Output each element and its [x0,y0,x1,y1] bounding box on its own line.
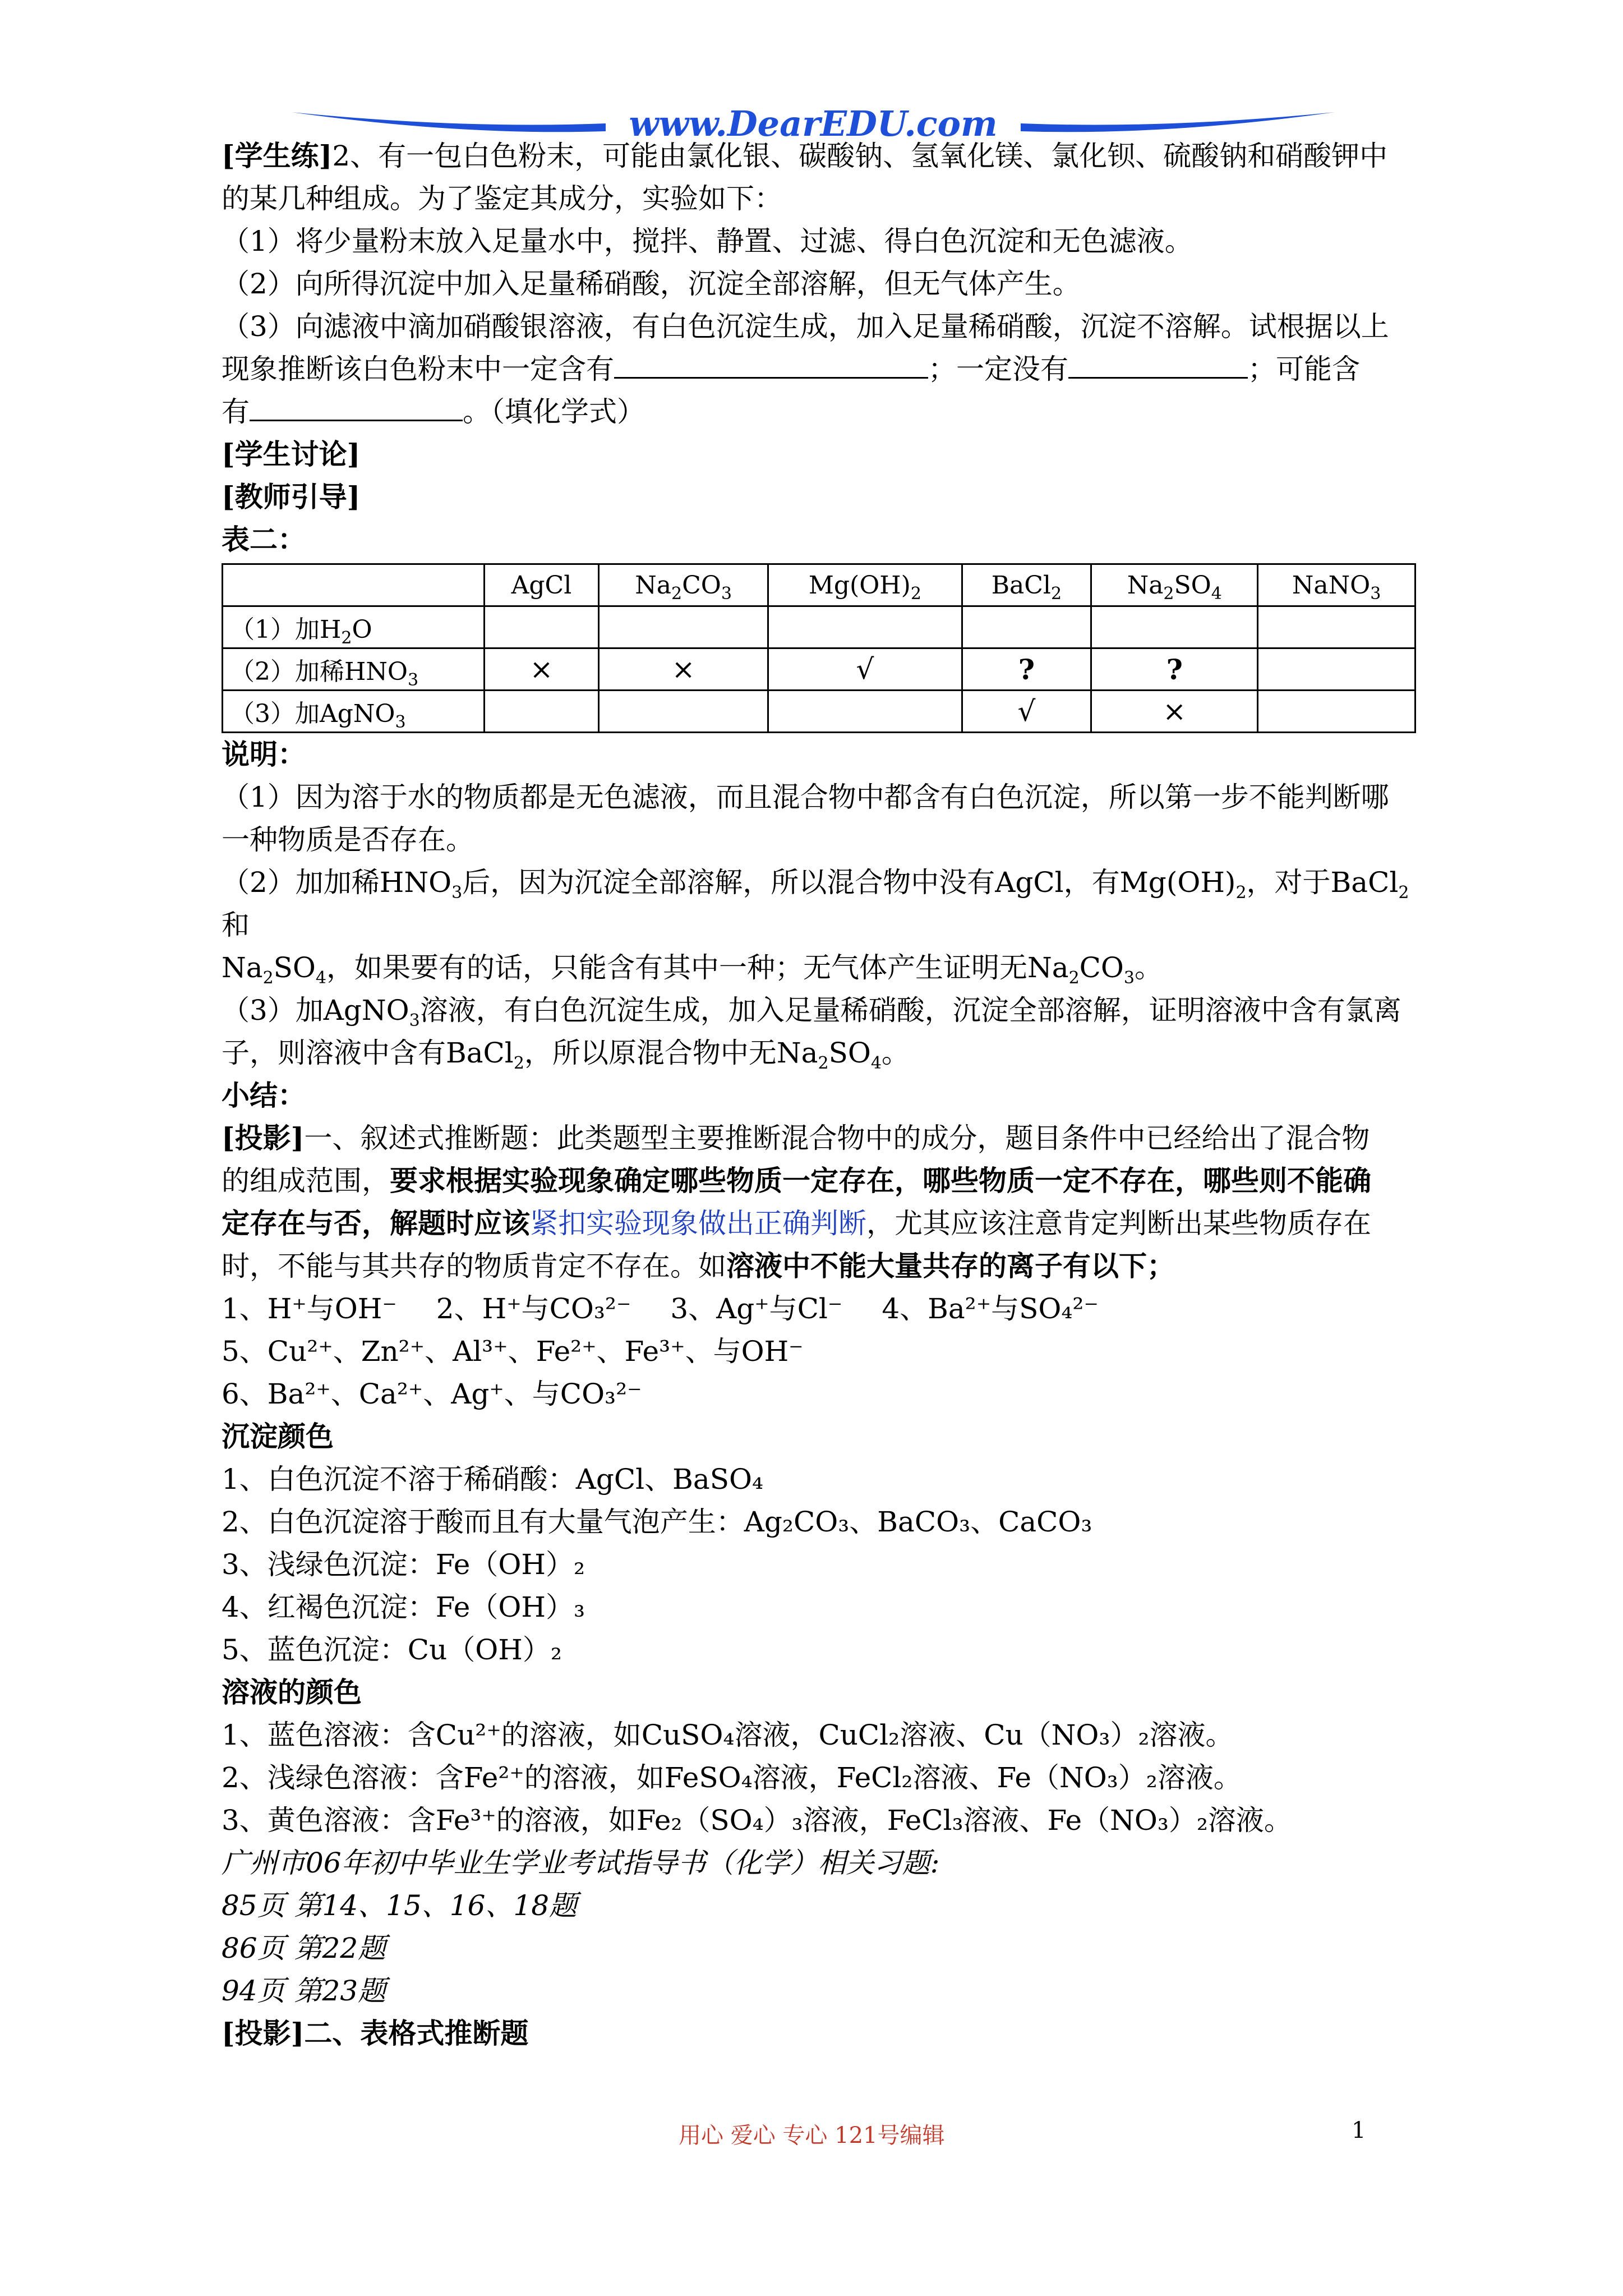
table-row [223,606,1415,648]
table-cell [598,691,768,733]
table-row [223,691,1415,733]
table-cell: × [598,648,768,691]
solution-item: 2、浅绿色溶液：含Fe²⁺的溶液，如FeSO₄溶液，FeCl₂溶液、Fe（NO₃）₂溶液。 [222,1761,1242,1794]
table-cell: √ [768,648,962,691]
table-cell [1258,648,1415,691]
exercise-step-3: （3）向滤液中滴加硝酸银溶液，有白色沉淀生成，加入足量稀硝酸，沉淀不溶解。试根据以上 [222,310,1389,343]
teacher-guide-heading: [教师引导] [222,480,361,513]
explanation-2-cont: $Na_2SO_4$，如果要有的话，只能含有其中一种；无气体产生证明无$Na_2CO_3$。 [222,951,1163,988]
table-inference-heading: [投影]二、表格式推断题 [222,2017,529,2050]
solution-color-heading: 溶液的颜色 [222,1676,362,1709]
summary-heading: 小结： [222,1079,306,1112]
table-row [223,648,1415,691]
precipitate-item: 4、红褐色沉淀：Fe（OH）₃ [222,1591,585,1623]
explanation-1: （1）因为溶于水的物质都是无色滤液，而且混合物中都含有白色沉淀，所以第一步不能判断哪 [222,781,1389,813]
page-number: 1 [1352,2118,1366,2143]
precipitate-item: 2、白色沉淀溶于酸而且有大量气泡产生：Ag₂CO₃、BaCO₃、CaCO₃ [222,1506,1092,1538]
table-cell [1091,606,1258,648]
table-cell: × [485,648,599,691]
ion-pairs-line-2: 5、Cu²⁺、Zn²⁺、Al³⁺、Fe²⁺、Fe³⁺、与OH⁻ [222,1335,804,1368]
inference-table [222,563,1416,733]
exercise-line-1: [学生练]2、有一包白色粉末，可能由氯化银、碳酸钠、氢氧化镁、氯化钡、硫酸钠和硝酸钾中 [222,139,1388,172]
reference-item: 85页 第14、15、16、18题 [222,1889,578,1922]
table-header-cell: $Na_2SO_4$ [1091,564,1258,606]
table-cell: × [1091,691,1258,733]
precipitate-item: 1、白色沉淀不溶于稀硝酸：AgCl、BaSO₄ [222,1463,764,1496]
answer-blank-may-contain[interactable] [250,392,463,421]
answer-blank-must-not-contain[interactable] [1068,349,1248,379]
table-cell [962,606,1091,648]
footer-text: 用心 爱心 专心 121号编辑 [679,2123,945,2148]
summary-line-2: 的组成范围，要求根据实验现象确定哪些物质一定存在，哪些物质一定不存在，哪些则不能确 [222,1164,1371,1197]
explanation-3-cont: 子，则溶液中含有BaCl$_2$，所以原混合物中无$Na_2SO_4$。 [222,1037,910,1073]
table-header-cell [223,564,485,606]
ion-pairs-line-1: 1、H⁺与OH⁻ 2、H⁺与CO₃²⁻ 3、Ag⁺与Cl⁻ 4、Ba²⁺与SO₄²⁻ [222,1292,1099,1325]
exercise-step-2: （2）向所得沉淀中加入足量稀硝酸，沉淀全部溶解，但无气体产生。 [222,268,1081,300]
solution-item: 3、黄色溶液：含Fe³⁺的溶液，如Fe₂（SO₄）₃溶液，FeCl₃溶液、Fe（NO₃）₂溶液。 [222,1804,1292,1837]
exercise-step-3-end: 有 。（填化学式） [222,390,1416,433]
table-row-label: （3）加AgNO$_3$ [223,691,485,733]
answer-blank-must-contain[interactable] [614,349,928,379]
summary-line-3: 定存在与否，解题时应该紧扣实验现象做出正确判断，尤其应该注意肯定判断出某些物质存在 [222,1207,1371,1240]
precipitate-color-heading: 沉淀颜色 [222,1420,334,1453]
reference-item: 94页 第23题 [222,1975,386,2007]
table-header-cell: $Mg(OH)_2$ [768,564,962,606]
table-header-cell: AgCl [485,564,599,606]
document-body [222,135,1416,2055]
explanation-3: （3）加AgNO$_3$溶液，有白色沉淀生成，加入足量稀硝酸，沉淀全部溶解，证明溶液中含有氯离 [222,994,1401,1030]
table-cell [1258,691,1415,733]
table-header-row [223,564,1415,606]
table-row-label: （1）加$H_2O$ [223,606,485,648]
summary-line-1: [投影]一、叙述式推断题：此类题型主要推断混合物中的成分，题目条件中已经给出了混合物 [222,1121,1370,1154]
exercise-line-2: 的某几种组成。为了鉴定其成分，实验如下： [222,182,782,215]
table-cell [768,691,962,733]
precipitate-item: 3、浅绿色沉淀：Fe（OH）₂ [222,1548,585,1581]
table-cell [768,606,962,648]
exercise-step-1: （1）将少量粉末放入足量水中，搅拌、静置、过滤、得白色沉淀和无色滤液。 [222,225,1193,257]
precipitate-item: 5、蓝色沉淀：Cu（OH）₂ [222,1634,562,1666]
table-cell: ? [962,648,1091,691]
table-header-cell: BaCl$_2$ [962,564,1091,606]
table-row-label: （2）加稀$HNO_3$ [223,648,485,691]
explanation-heading: 说明： [222,738,306,771]
table-header-cell: $Na_2CO_3$ [598,564,768,606]
highlight-text: 紧扣实验现象做出正确判断 [530,1207,866,1240]
table-cell: ? [1091,648,1258,691]
reference-item: 86页 第22题 [222,1932,386,1964]
table-cell [485,691,599,733]
explanation-1-cont: 一种物质是否存在。 [222,823,474,856]
table-header-cell: NaNO$_3$ [1258,564,1415,606]
student-discussion-heading: [学生讨论] [222,438,361,471]
table-cell [1258,606,1415,648]
page-footer [0,2118,1623,2151]
ion-pairs-line-3: 6、Ba²⁺、Ca²⁺、Ag⁺、与CO₃²⁻ [222,1378,642,1410]
table-title: 表二： [222,523,306,556]
table-cell: √ [962,691,1091,733]
student-practice-tag: [学生练] [222,139,333,172]
summary-line-4: 时，不能与其共存的物质肯定不存在。如溶液中不能大量共存的离子有以下； [222,1249,1175,1282]
solution-item: 1、蓝色溶液：含Cu²⁺的溶液，如CuSO₄溶液，CuCl₂溶液、Cu（NO₃）₂溶液。 [222,1719,1234,1751]
logo-text: www.DearEDU.com [629,103,998,144]
table-cell [485,606,599,648]
table-cell [598,606,768,648]
explanation-2: （2）加加稀$HNO_3$后，因为沉淀全部溶解，所以混合物中没有AgCl，有$Mg(OH)_2$，对于BaCl$_2$和 [222,866,1409,941]
exercise-step-3-cont: 现象推断该白色粉末中一定含有 ；一定没有 ；可能含 [222,348,1416,390]
reference-title: 广州市06年初中毕业生学业考试指导书（化学）相关习题: [222,1847,940,1879]
